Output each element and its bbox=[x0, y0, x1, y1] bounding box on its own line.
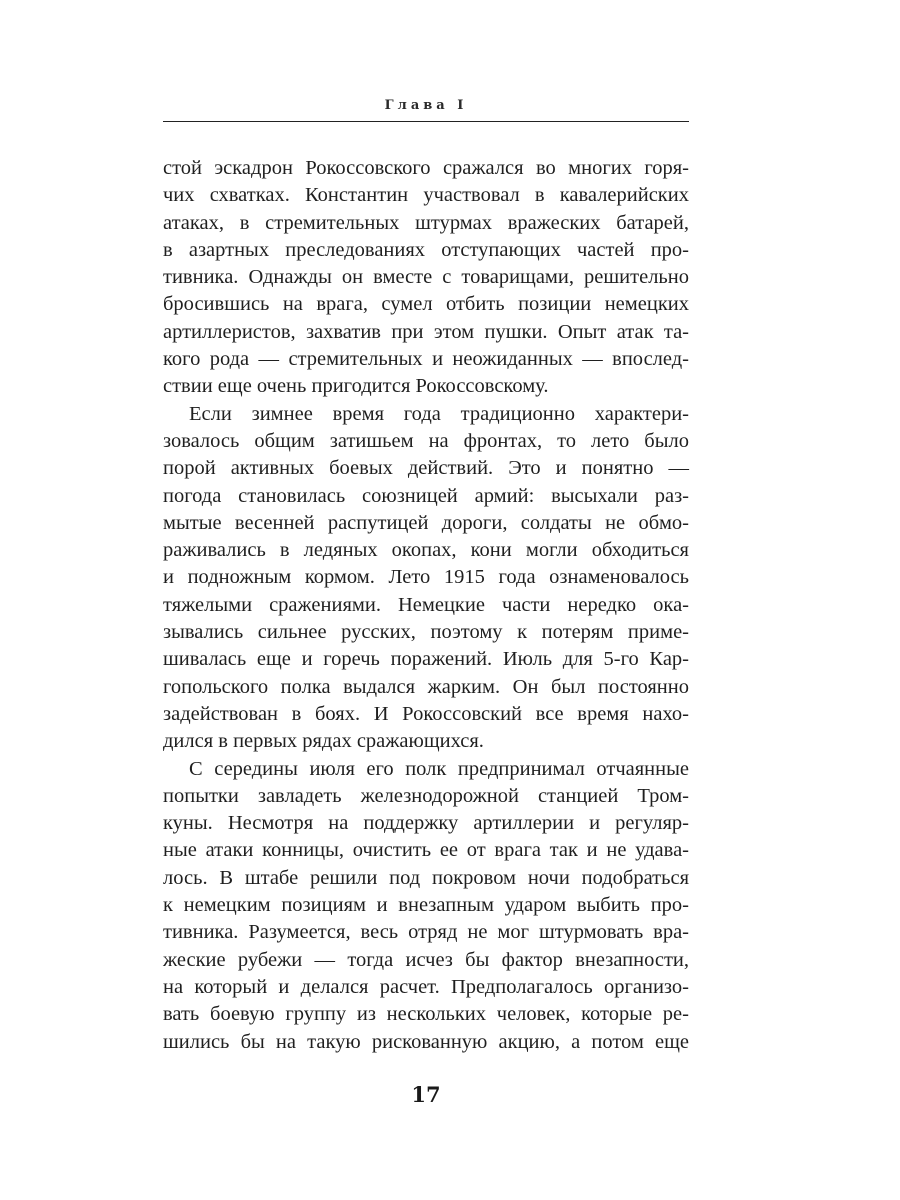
text-line: раживались в ледяных окопах, кони могли обходиться bbox=[163, 539, 689, 562]
page-number: 17 bbox=[411, 1082, 441, 1107]
text-line: попытки завладеть железнодорожной станцией Тром- bbox=[163, 784, 689, 807]
header-rule bbox=[163, 121, 689, 122]
text-line: атаках, в стремительных штурмах вражеских батарей, bbox=[163, 211, 689, 234]
text-line: гопольского полка выдался жарким. Он был постоянно bbox=[163, 675, 689, 698]
text-line: задействован в боях. И Рокоссовский все время нахо- bbox=[163, 702, 689, 725]
text-line: на который и делался расчет. Предполагалось организо- bbox=[163, 975, 689, 998]
text-line: шились бы на такую рискованную акцию, а потом еще bbox=[163, 1030, 689, 1053]
text-line: шивалась еще и горечь поражений. Июль для 5-го Кар- bbox=[163, 648, 689, 671]
text-line: порой активных боевых действий. Это и понятно — bbox=[163, 457, 689, 480]
text-line: погода становилась союзницей армий: высыхали раз- bbox=[163, 484, 689, 507]
body-text bbox=[163, 155, 689, 1056]
text-line: чих схватках. Константин участвовал в кавалерийских bbox=[163, 184, 689, 207]
text-line: куны. Несмотря на поддержку артиллерии и регуляр- bbox=[163, 812, 689, 835]
text-line: к немецким позициям и внезапным ударом выбить про- bbox=[163, 894, 689, 917]
text-line: вать боевую группу из нескольких человек, которые ре- bbox=[163, 1003, 689, 1026]
text-line: тяжелыми сражениями. Немецкие части нередко ока- bbox=[163, 593, 689, 616]
paragraph-2 bbox=[163, 401, 689, 756]
text-line: и подножным кормом. Лето 1915 года ознаменовалось bbox=[163, 566, 689, 589]
text-line: ные атаки конницы, очистить ее от врага так и не удава- bbox=[163, 839, 689, 862]
text-line: стой эскадрон Рокоссовского сражался во многих горя- bbox=[163, 157, 689, 179]
text-line: дился в первых рядах сражающихся. bbox=[163, 730, 484, 753]
text-line: в азартных преследованиях отступающих частей про- bbox=[163, 238, 689, 261]
text-line: тивника. Разумеется, весь отряд не мог штурмовать вра- bbox=[163, 921, 689, 944]
text-line: тивника. Однажды он вместе с товарищами, решительно bbox=[163, 266, 689, 289]
text-line: жеские рубежи — тогда исчез бы фактор внезапности, bbox=[163, 948, 689, 971]
paragraph-3 bbox=[163, 756, 689, 1056]
text-line: бросившись на врага, сумел отбить позиции немецких bbox=[163, 293, 689, 316]
paragraph-1 bbox=[163, 155, 689, 401]
text-line: С середины июля его полк предпринимал отчаянные bbox=[189, 757, 689, 780]
text-line: артиллеристов, захватив при этом пушки. Опыт атак та- bbox=[163, 320, 689, 343]
text-line: ствии еще очень пригодится Рокоссовскому. bbox=[163, 375, 549, 398]
text-line: зывались сильнее русских, поэтому к потерям приме- bbox=[163, 621, 689, 644]
text-line: Если зимнее время года традиционно характери- bbox=[189, 402, 689, 425]
text-line: кого рода — стремительных и неожиданных — впослед- bbox=[163, 348, 689, 371]
running-head: Глава I bbox=[384, 98, 468, 113]
text-line: лось. В штабе решили под покровом ночи подобраться bbox=[163, 866, 689, 889]
text-line: мытые весенней распутицей дороги, солдаты не обмо- bbox=[163, 511, 689, 534]
text-line: зовалось общим затишьем на фронтах, то лето было bbox=[163, 429, 689, 452]
